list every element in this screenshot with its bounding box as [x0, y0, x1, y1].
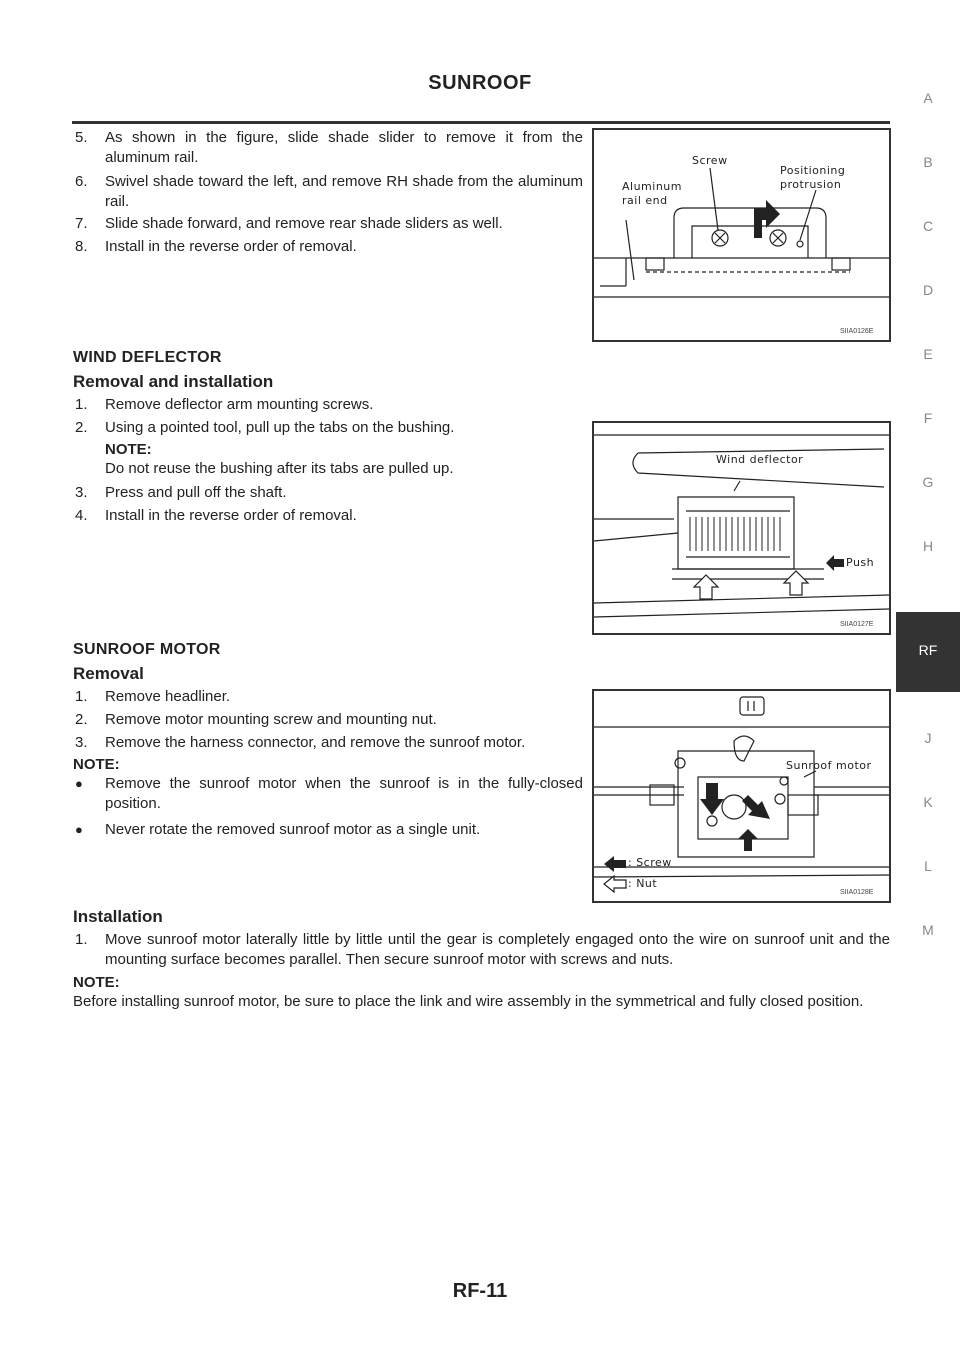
note-text: Before installing sunroof motor, be sure to place the link and wire assembly in the symmetrical and fully closed position.	[73, 993, 864, 1010]
index-tab-e[interactable]: E	[923, 346, 933, 362]
step-number: 3.	[75, 484, 88, 501]
note-label: NOTE:	[105, 441, 152, 458]
note-label: NOTE:	[73, 974, 120, 991]
list-item	[75, 237, 583, 259]
figure-aluminum-rail	[592, 128, 891, 342]
step-text: Remove deflector arm mounting screws.	[105, 396, 374, 413]
step-number: 1.	[75, 396, 88, 413]
step-text: Press and pull off the shaft.	[105, 484, 287, 501]
index-tab-j[interactable]: J	[924, 730, 932, 746]
step-number: 1.	[75, 931, 88, 948]
rail-illustration	[594, 130, 889, 340]
label-screw: Screw	[692, 154, 728, 167]
step-text: Remove the harness connector, and remove the sunroof motor.	[105, 734, 526, 751]
step-number: 8.	[75, 238, 88, 255]
list-item	[75, 820, 583, 842]
bullet-dot: ●	[75, 822, 83, 837]
index-tab-d[interactable]: D	[922, 282, 934, 298]
step-number: 5.	[75, 129, 88, 146]
step-text: Move sunroof motor laterally little by little until the gear is completely engaged onto the wire on sunroof unit and the mounting surface becomes parallel. Then secure sunroof motor with screws and nuts.	[105, 931, 890, 968]
index-tab-f[interactable]: F	[923, 410, 933, 426]
list-item	[75, 930, 890, 972]
step-text: Install in the reverse order of removal.	[105, 238, 357, 255]
header-rule	[72, 121, 890, 124]
step-number: 2.	[75, 419, 88, 436]
step-number: 1.	[75, 688, 88, 705]
step-number: 3.	[75, 734, 88, 751]
index-tab-b[interactable]: B	[923, 154, 933, 170]
bullet-text: Never rotate the removed sunroof motor as a single unit.	[105, 821, 481, 838]
note-text: Do not reuse the bushing after its tabs are pulled up.	[105, 460, 454, 477]
step-number: 2.	[75, 711, 88, 728]
list-item	[75, 128, 583, 170]
list-item	[75, 710, 575, 732]
list-item	[75, 172, 583, 214]
list-item	[75, 733, 585, 755]
list-item	[75, 483, 575, 505]
subheading-installation: Installation	[73, 907, 163, 926]
step-text: Remove headliner.	[105, 688, 231, 705]
index-tab-a[interactable]: A	[923, 90, 933, 106]
index-tab-rf[interactable]	[896, 612, 960, 692]
step-text: Swivel shade toward the left, and remove RH shade from the aluminum rail.	[105, 173, 583, 210]
label-sunroof-motor: Sunroof motor	[786, 759, 872, 772]
subheading-removal: Removal	[73, 664, 144, 683]
list-item	[75, 418, 575, 440]
index-tab-m[interactable]: M	[922, 922, 934, 938]
index-tab-c[interactable]: C	[922, 218, 934, 234]
figure-sunroof-motor	[592, 689, 891, 903]
step-number: 7.	[75, 215, 88, 232]
index-tab-rf-label: RF	[918, 642, 938, 658]
bullet-text: Remove the sunroof motor when the sunroof is in the fully-closed position.	[105, 775, 583, 812]
label-aluminum-rail-end: Aluminum rail end	[622, 180, 682, 207]
note-label: NOTE:	[73, 756, 120, 773]
index-tab-g[interactable]: G	[922, 474, 934, 490]
step-text: Slide shade forward, and remove rear shade sliders as well.	[105, 215, 503, 232]
list-item	[75, 774, 583, 816]
label-wind-deflector: Wind deflector	[716, 453, 804, 466]
list-item	[75, 395, 575, 417]
step-number: 4.	[75, 507, 88, 524]
figure-id: SIIA0128E	[840, 889, 874, 896]
page-title: SUNROOF	[428, 72, 532, 94]
step-text: As shown in the figure, slide shade slider to remove it from the aluminum rail.	[105, 129, 583, 166]
list-item	[75, 506, 575, 528]
index-tab-k[interactable]: K	[923, 794, 933, 810]
step-text: Remove motor mounting screw and mounting nut.	[105, 711, 437, 728]
figure-id: SIIA0126E	[840, 328, 874, 335]
step-number: 6.	[75, 173, 88, 190]
step-text: Using a pointed tool, pull up the tabs on the bushing.	[105, 419, 455, 436]
bullet-dot: ●	[75, 776, 83, 791]
figure-wind-deflector	[592, 421, 891, 635]
step-text: Install in the reverse order of removal.	[105, 507, 357, 524]
subheading-removal-installation: Removal and installation	[73, 372, 274, 391]
index-tab-l[interactable]: L	[924, 858, 932, 874]
label-positioning-protrusion: Positioning protrusion	[780, 164, 846, 191]
label-screw: : Screw	[628, 856, 672, 869]
section-heading-sunroof-motor: SUNROOF MOTOR	[73, 641, 221, 658]
index-tab-h[interactable]: H	[922, 538, 934, 554]
section-heading-wind-deflector: WIND DEFLECTOR	[73, 349, 222, 366]
label-nut: : Nut	[628, 877, 658, 890]
page-number: RF-11	[452, 1280, 508, 1302]
figure-id: SIIA0127E	[840, 621, 874, 628]
list-item	[75, 214, 583, 236]
list-item	[75, 687, 575, 709]
label-push: Push	[846, 556, 875, 569]
